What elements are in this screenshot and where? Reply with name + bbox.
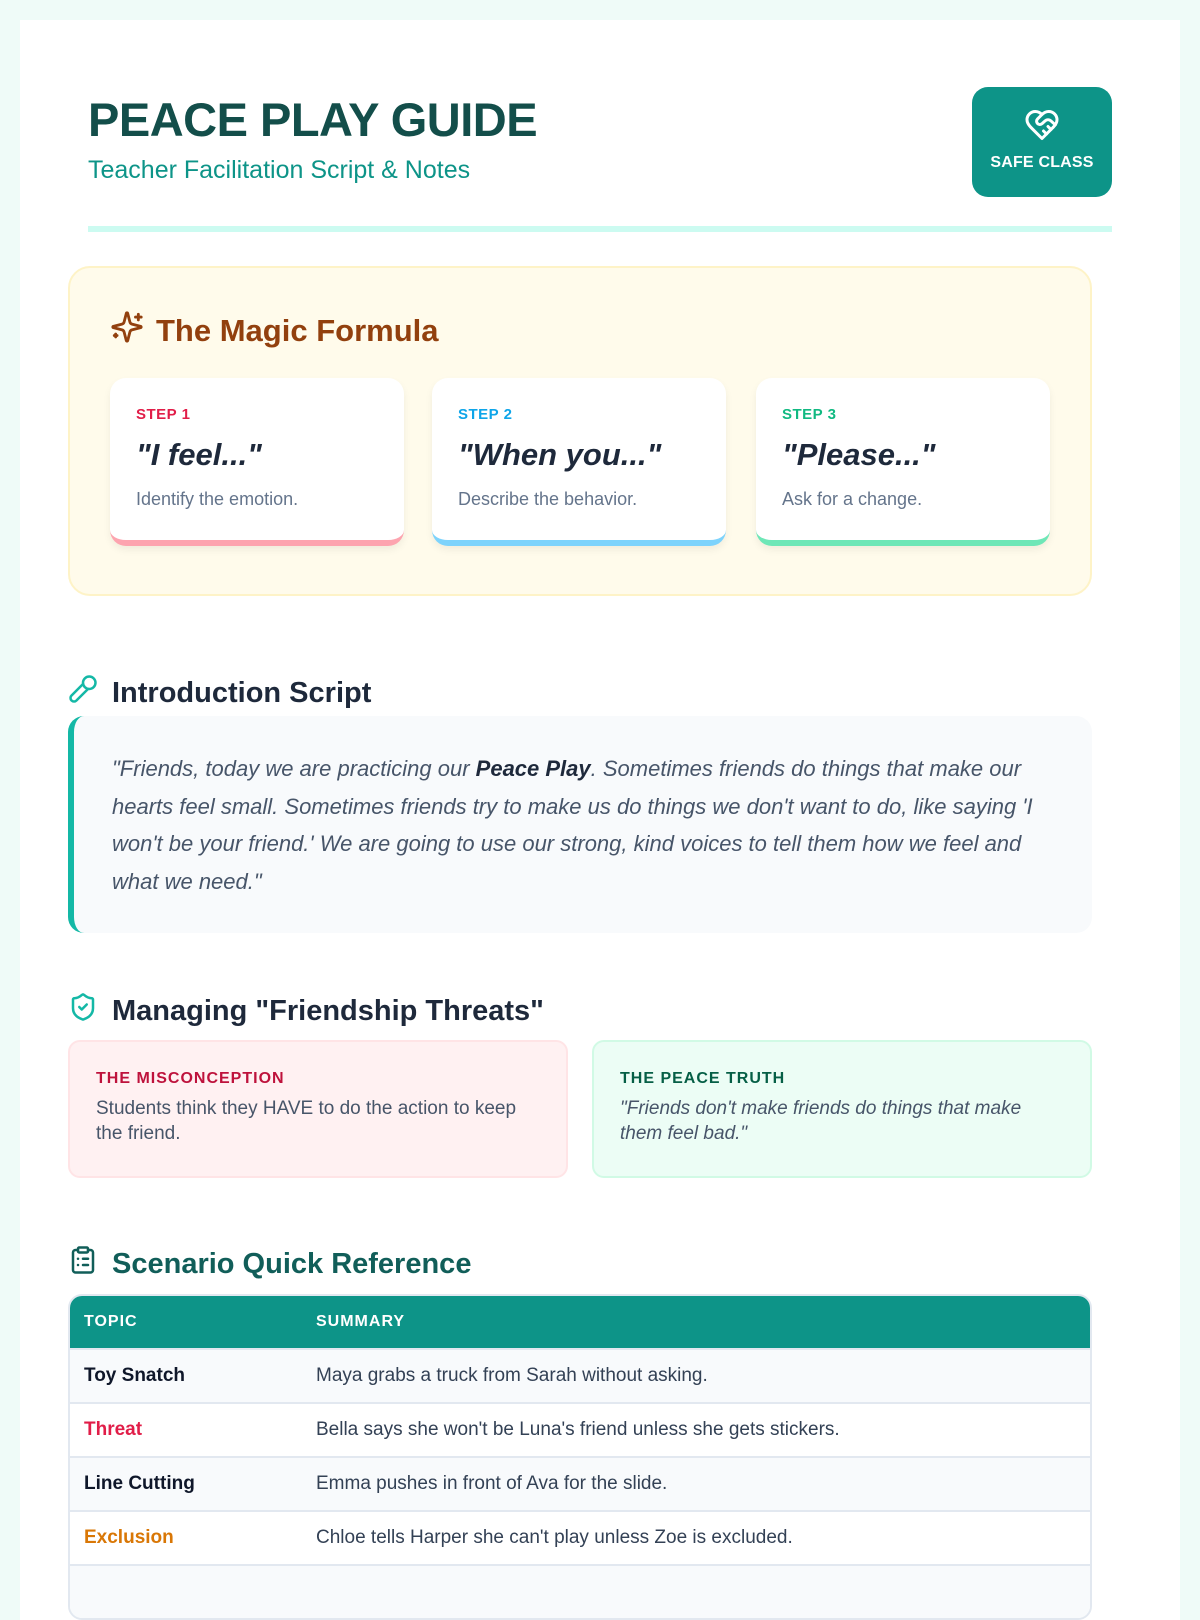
step-number: STEP 1 <box>136 406 191 423</box>
shield-check-icon <box>68 992 98 1030</box>
row-topic: Toy Snatch <box>84 1365 185 1386</box>
intro-script-quote <box>68 716 1092 933</box>
reference-heading <box>68 1245 471 1283</box>
table-row <box>70 1348 1090 1402</box>
sparkles-icon <box>110 310 144 352</box>
step-description: Identify the emotion. <box>136 489 299 509</box>
misconception-text: Students think they HAVE to do the action to keep the friend. <box>96 1098 517 1144</box>
steps-row <box>110 378 1054 546</box>
safe-class-badge <box>972 87 1112 197</box>
scenario-table <box>68 1294 1092 1620</box>
table-body <box>70 1348 1090 1618</box>
peace-truth-text: "Friends don't make friends do things that make them feel bad." <box>620 1098 1022 1144</box>
table-row <box>70 1456 1090 1510</box>
magic-formula-panel <box>68 266 1092 596</box>
intro-heading <box>68 674 371 712</box>
row-summary: Maya grabs a truck from Sarah without asking. <box>316 1365 708 1386</box>
row-topic: Threat <box>84 1419 143 1440</box>
heart-handshake-icon <box>1023 107 1061 148</box>
page-subtitle: Teacher Facilitation Script & Notes <box>88 156 471 184</box>
page-title: PEACE PLAY GUIDE <box>88 93 538 146</box>
intro-heading-text: Introduction Script <box>112 676 372 709</box>
misconception-kicker: THE MISCONCEPTION <box>96 1070 285 1087</box>
step-number: STEP 2 <box>458 406 513 423</box>
row-topic: Exclusion <box>84 1527 174 1548</box>
step-phrase: "When you..." <box>458 437 662 472</box>
clipboard-list-icon <box>68 1245 98 1283</box>
step-phrase: "Please..." <box>782 437 936 472</box>
peace-truth-card <box>592 1040 1092 1178</box>
threats-heading-text: Managing "Friendship Threats" <box>112 994 544 1027</box>
magic-formula-heading <box>110 310 438 352</box>
misconception-card <box>68 1040 568 1178</box>
peace-truth-kicker: THE PEACE TRUTH <box>620 1070 786 1087</box>
row-summary: Emma pushes in front of Ava for the slide. <box>316 1473 668 1494</box>
quote-text-start: "Friends, today we are practicing our <box>112 756 476 781</box>
column-header-summary: SUMMARY <box>316 1313 406 1330</box>
table-row <box>70 1402 1090 1456</box>
step-phrase: "I feel..." <box>136 437 262 472</box>
row-topic: Line Cutting <box>84 1473 195 1494</box>
header <box>88 20 1112 232</box>
quote-emphasis: Peace Play <box>475 756 591 781</box>
step-card-2 <box>432 378 726 546</box>
magic-formula-title: The Magic Formula <box>156 313 439 348</box>
quote-text-end: . Sometimes friends do things that make our hearts feel small. Sometimes friends try to make us do things we don't want to do, like saying 'I won't be your friend.' We are going to use our strong, kind voices to tell them how we feel and what we need." <box>112 756 1033 894</box>
row-summary: Bella says she won't be Luna's friend unless she gets stickers. <box>316 1419 840 1440</box>
step-description: Ask for a change. <box>782 489 923 509</box>
microphone-icon <box>68 674 98 712</box>
step-card-3 <box>756 378 1050 546</box>
threats-heading <box>68 992 544 1030</box>
table-row <box>70 1564 1090 1618</box>
step-number: STEP 3 <box>782 406 837 423</box>
table-row <box>70 1510 1090 1564</box>
badge-label: SAFE CLASS <box>990 154 1094 171</box>
reference-heading-text: Scenario Quick Reference <box>112 1247 472 1280</box>
step-card-1 <box>110 378 404 546</box>
column-header-topic: TOPIC <box>84 1313 138 1330</box>
row-summary: Chloe tells Harper she can't play unless Zoe is excluded. <box>316 1527 793 1548</box>
step-description: Describe the behavior. <box>458 489 638 509</box>
table-header <box>70 1296 1090 1348</box>
